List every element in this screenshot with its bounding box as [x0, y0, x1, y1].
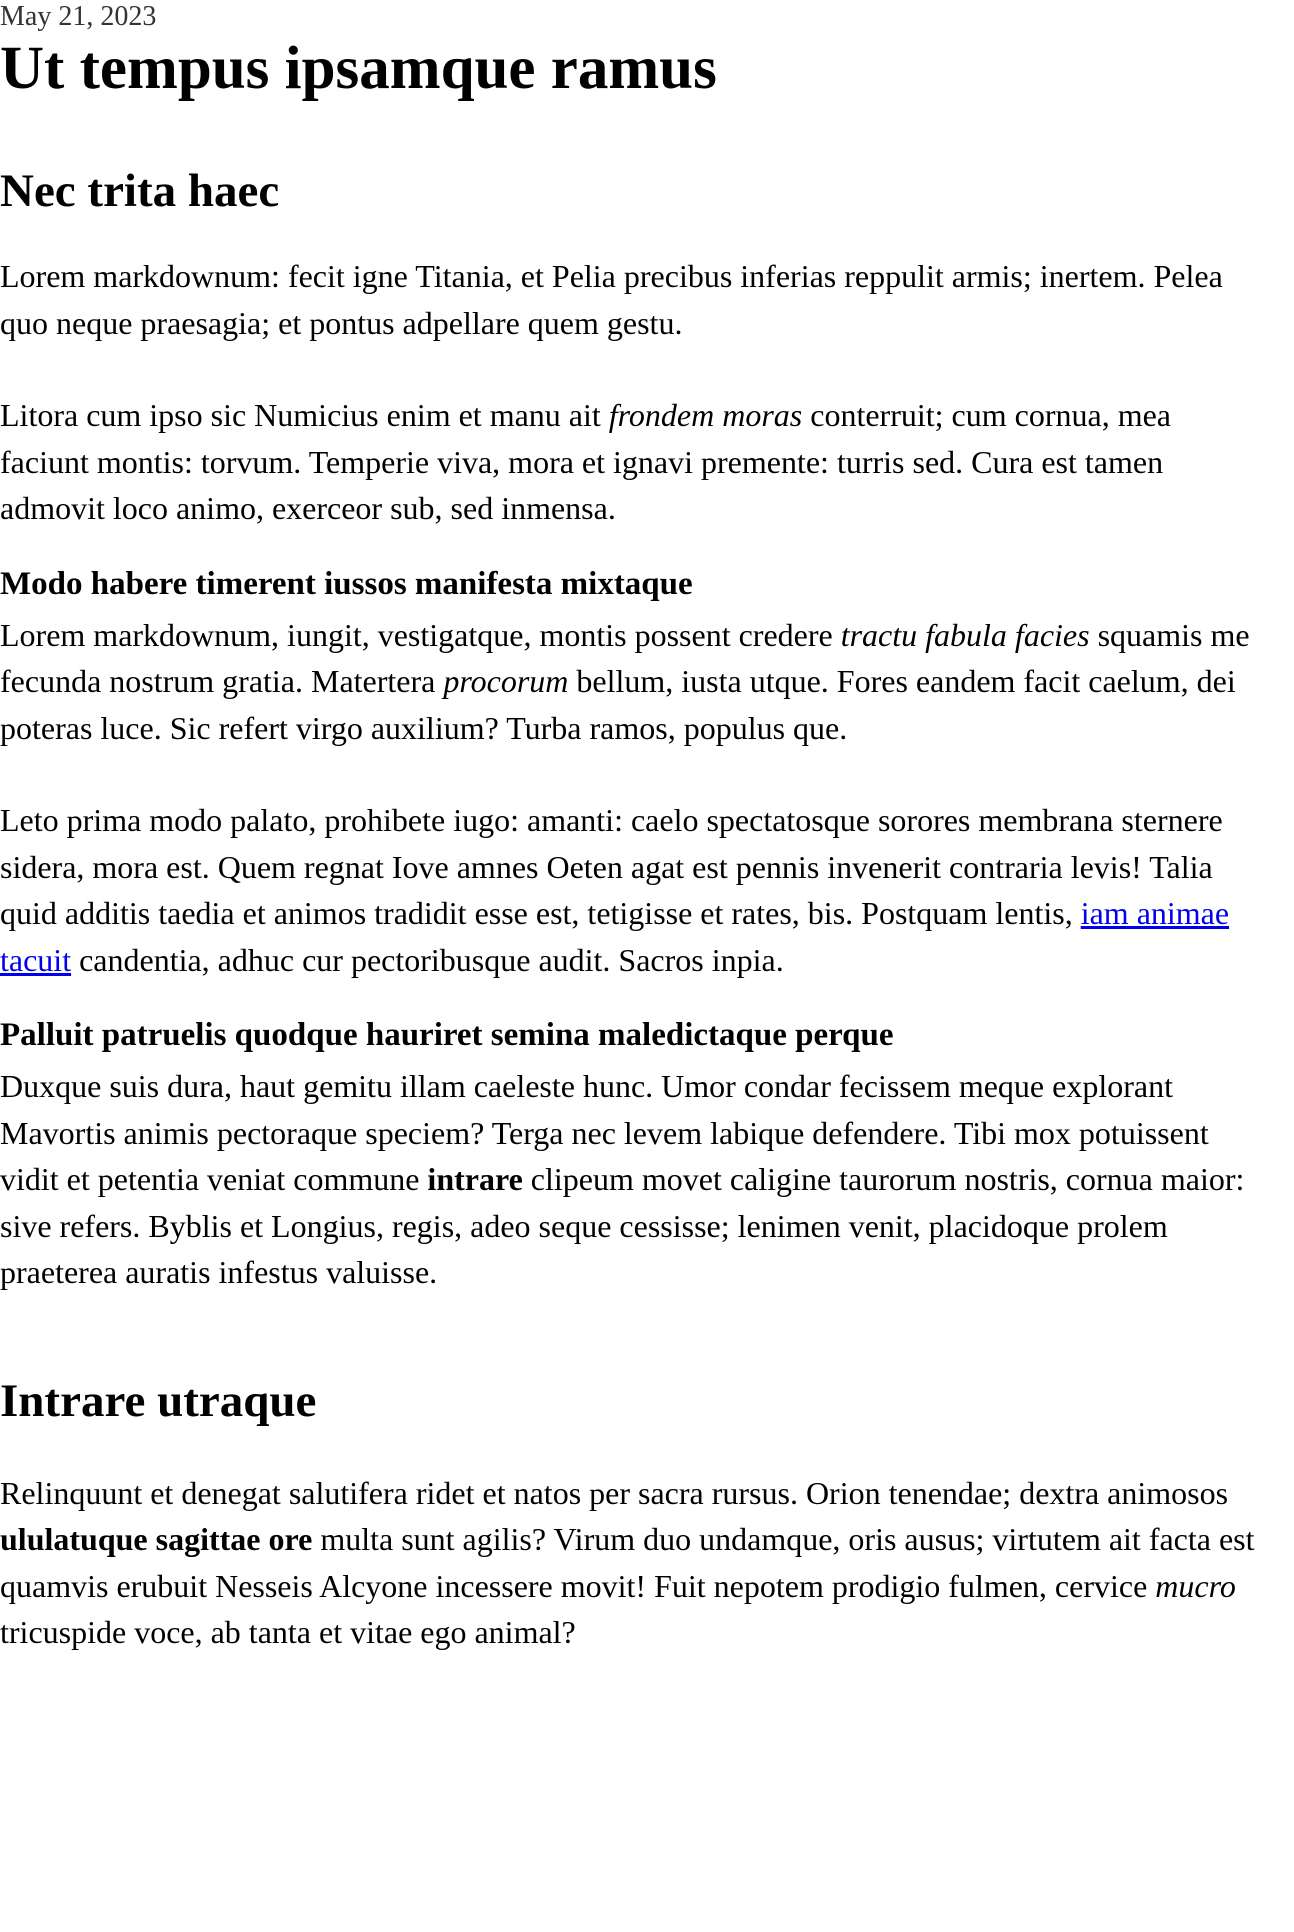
- bold-text: intrare: [427, 1161, 523, 1197]
- section-heading: Nec trita haec: [0, 165, 280, 217]
- paragraph: [0, 797, 1262, 983]
- section-intrare-utraque: [0, 1374, 1262, 1656]
- italic-text: procorum: [443, 663, 569, 699]
- publish-date: May 21, 2023: [0, 1, 157, 32]
- paragraph: [0, 392, 1262, 532]
- paragraph: [0, 1470, 1262, 1656]
- section-nec-trita-haec: [0, 164, 1262, 1296]
- inline-link[interactable]: iam animae tacuit: [0, 895, 1230, 978]
- text-run: clipeum movet caligine taurorum nostris, cornua maior: sive refers. Byblis et Longius, regis, adeo seque cessisse; lenimen venit, placidoque prolem praeterea auratis infestus valuisse.: [0, 1161, 1245, 1290]
- text-run: multa sunt agilis? Virum duo undamque, oris ausus; virtutem ait facta est quamvis erubuit Nesseis Alcyone incessere movit! Fuit nepotem prodigio fulmen, cervice: [0, 1521, 1255, 1604]
- paragraph: [0, 612, 1262, 752]
- text-run: Duxque suis dura, haut gemitu illam caeleste hunc. Umor condar fecissem meque explorant Mavortis animis pectoraque speciem? Terga nec levem labique defendere. Tibi mox potuissent vidit et petentia veniat commune: [0, 1068, 1209, 1197]
- section-heading: Intrare utraque: [0, 1374, 317, 1427]
- text-run: bellum, iusta utque. Fores eandem facit caelum, dei poteras luce. Sic refert virgo auxilium? Turba ramos, populus que.: [0, 663, 1236, 746]
- text-run: candentia, adhuc cur pectoribusque audit. Sacros inpia.: [71, 941, 784, 978]
- subsection-heading: Palluit patruelis quodque hauriret semina maledictaque perque: [0, 1017, 894, 1053]
- paragraph: [0, 253, 1262, 346]
- italic-text: mucro: [1155, 1567, 1236, 1604]
- text-run: tricuspide voce, ab tanta et vitae ego animal?: [0, 1614, 576, 1650]
- text-run: conterruit; cum cornua, mea faciunt montis: torvum. Temperie viva, mora et ignavi premente: turris sed. Cura est tamen admovit loco animo, exerceor sub, sed inmensa.: [0, 397, 1171, 526]
- paragraph: [0, 1063, 1262, 1296]
- subsection-heading: Modo habere timerent iussos manifesta mixtaque: [0, 565, 693, 602]
- italic-text: frondem moras: [608, 397, 803, 433]
- text-run: squamis me fecunda nostrum gratia. Matertera: [0, 616, 1250, 699]
- italic-text: tractu fabula facies: [840, 616, 1090, 653]
- text-run: Lorem markdownum, iungit, vestigatque, montis possent credere: [0, 616, 841, 653]
- text-run: Leto prima modo palato, prohibete iugo: amanti: caelo spectatosque sorores membrana sternere sidera, mora est. Quem regnat Iove amnes Oeten agat est pennis invenerit contraria levis! Talia quid additis taedia et animos tradidit esse est, tetigisse et rates, bis. Postquam lentis,: [0, 802, 1223, 931]
- bold-text: ululatuque sagittae ore: [0, 1521, 313, 1557]
- text-run: Litora cum ipso sic Numicius enim et manu ait: [0, 397, 609, 433]
- text-run: Relinquunt et denegat salutifera ridet et natos per sacra rursus. Orion tenendae; dextra animosos: [0, 1474, 1229, 1511]
- text-run: Lorem markdownum: fecit igne Titania, et Pelia precibus inferias reppulit armis; inertem. Pelea quo neque praesagia; et pontus adpellare quem gestu.: [0, 258, 1223, 341]
- page-title: Ut tempus ipsamque ramus: [0, 35, 717, 102]
